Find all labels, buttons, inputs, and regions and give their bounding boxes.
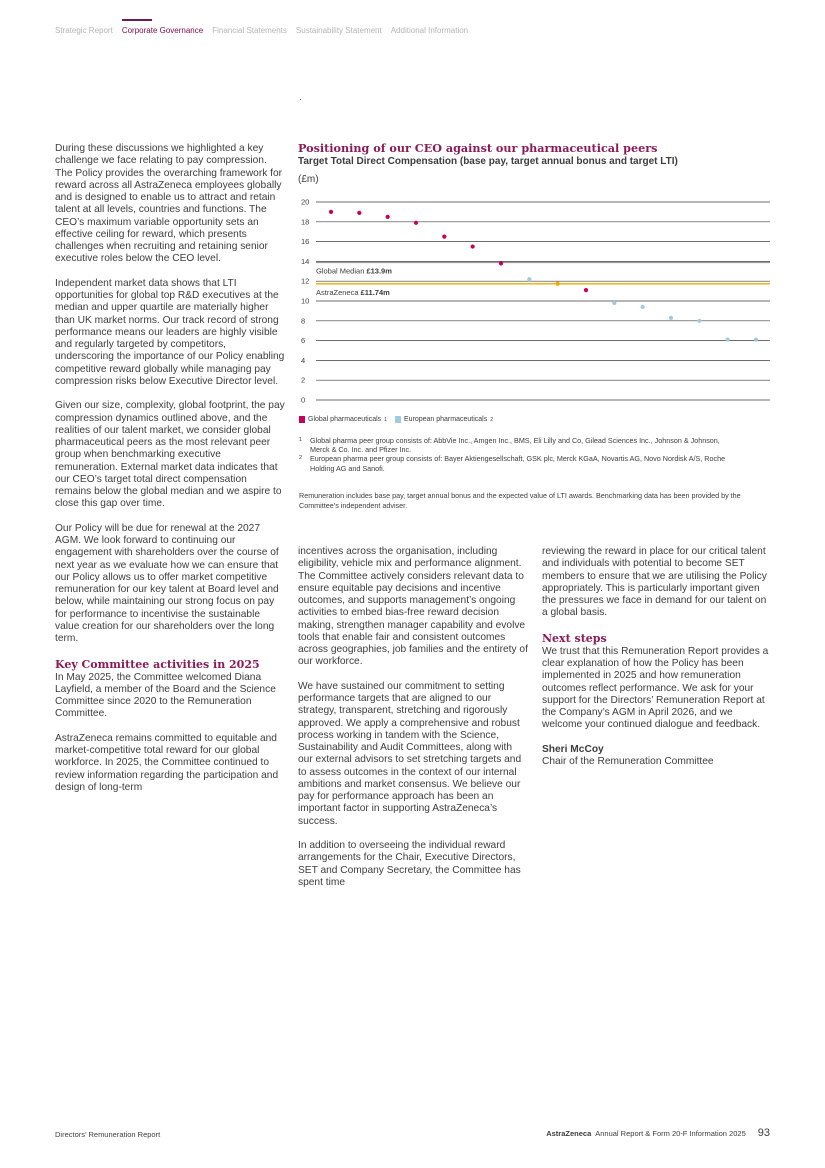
y-tick-label: 0 (301, 395, 306, 405)
footnote (299, 436, 739, 454)
nav-financial-statements[interactable]: Financial Statements (212, 26, 287, 35)
legend-label: European pharmaceuticals (403, 416, 488, 423)
y-tick-label: 8 (301, 316, 306, 326)
paragraph: In May 2025, the Committee welcomed Diana Layfield, a member of the Board and the Science Committee since 2020 to the Remuneration Committee. (55, 671, 276, 720)
chart-title: Positioning of our CEO against our pharmaceutical peers (298, 141, 658, 155)
y-tick-label: 14 (301, 256, 310, 266)
paragraph: Independent market data shows that LTI opportunities for global top R&D executives at the median and upper quartile are materially higher than UK market norms. Our track record of strong performance means our leaders are highly visible and regularly targeted by competitors, underscoring the importance of our Policy enabling competitive reward globally while managing pay compression risks below Executive Director level. (55, 277, 285, 387)
data-point-global (471, 244, 475, 248)
reference-value: £13.9m (366, 266, 392, 276)
paragraph: incentives across the organisation, including eligibility, vehicle mix and performance alignment. The Committee actively considers relevant data to ensure equitable pay decisions and incentive outcomes, and supports management’s ongoing activities to embed bias-free reward decision making, strengthen manager capability and evolve tools that enable fair and consistent outcomes across geographies, job families and the entirety of our workforce. (298, 546, 528, 668)
chart-legend (299, 416, 493, 423)
legend-swatch-global (299, 416, 305, 423)
signature-name: Sheri McCoy (542, 743, 604, 755)
paragraph: During these discussions we highlighted a key challenge we face relating to pay compression. The Policy provides the overarching framework for reward across all AstraZeneca employees globally and is designed to enable us to attract and retain talent at all levels, countries and functions. The CEO’s maximum variable opportunity sets an effective ceiling for reward, which presents challenges when recruiting and retaining senior executive roles below the CEO level. (55, 143, 283, 265)
paragraph: We have sustained our commitment to setting performance targets that are aligned to our strategy, transparent, stretching and rigorously approved. We apply a comprehensive and robust process working in tandem with the Science, Sustainability and Audit Committees, along with our external advisors to set stretching targets and to assess outcomes in the context of our internal ambitions and market consensus. We believe our pay for performance approach has been an important factor in supporting AstraZeneca’s success. (298, 680, 522, 827)
chart-footnotes (299, 436, 739, 473)
chart-note: Remuneration includes base pay, target annual bonus and the expected value of LTI awards. Benchmarking data has been provided by the Committee’s independent adviser. (299, 491, 741, 510)
data-point-european (527, 277, 531, 281)
section-nav (55, 26, 468, 35)
data-point-european (697, 319, 701, 323)
footer-brand: AstraZeneca (546, 1129, 592, 1138)
y-tick-label: 4 (301, 355, 306, 365)
y-tick-label: 6 (301, 336, 306, 346)
footer-report-info (546, 1127, 770, 1139)
y-tick-label: 10 (301, 296, 310, 306)
y-tick-label: 18 (301, 217, 310, 227)
nav-additional-information[interactable]: Additional Information (390, 26, 469, 35)
astrazeneca-label: AstraZeneca £11.74m (316, 287, 390, 297)
nav-sustainability-statement[interactable]: Sustainability Statement (295, 26, 382, 35)
legend-label: Global pharmaceuticals (308, 416, 382, 423)
y-tick-label: 12 (301, 276, 310, 286)
legend-item-european (395, 416, 493, 423)
text-column-1 (55, 143, 285, 794)
y-tick-label: 16 (301, 237, 310, 247)
footnote (299, 454, 739, 472)
footer-report-title: Annual Report & Form 20-F Information 2025 (595, 1129, 746, 1138)
data-point-european (612, 301, 616, 305)
data-point-global (329, 210, 333, 214)
legend-note: 2 (490, 416, 493, 423)
signature-title: Chair of the Remuneration Committee (542, 756, 714, 767)
legend-note: 1 (384, 416, 387, 423)
data-point-european (669, 316, 673, 320)
paragraph: AstraZeneca remains committed to equitable and market-competitive total reward for our global workforce. In 2025, the Committee continued to review information regarding the participation and design of long-term (55, 732, 279, 793)
y-tick-label: 2 (301, 375, 306, 385)
chart-y-unit: (£m) (298, 174, 319, 185)
nav-corporate-governance[interactable]: Corporate Governance (121, 26, 204, 35)
chart-subtitle: Target Total Direct Compensation (base pay, target annual bonus and target LTI) (298, 156, 678, 167)
legend-swatch-european (395, 416, 401, 423)
footnote-text: European pharma peer group consists of: Bayer Aktiengesellschaft, GSK plc, Merck KGaA, Novartis AG, Novo Nordisk A/S, Roche Holding AG and Sanofi. (310, 454, 726, 473)
data-point-global (386, 215, 390, 219)
data-point-european (726, 338, 730, 342)
data-point-global (499, 261, 503, 265)
footnote-number: 1 (299, 437, 303, 443)
data-point-global (357, 211, 361, 215)
y-tick-label: 20 (301, 197, 310, 207)
nav-strategic-report[interactable]: Strategic Report (55, 26, 113, 35)
paragraph: We trust that this Remuneration Report provides a clear explanation of how the Policy has been implemented in 2025 and how remuneration outcomes reflect performance. We ask for your support for the Directors’ Remuneration Report at the Company’s AGM in April 2026, and we welcome your continued dialogue and feedback. (542, 645, 769, 731)
global-median-label: Global Median £13.9m (316, 266, 392, 276)
legend-item-global (299, 416, 387, 423)
section-heading: Next steps (542, 631, 607, 645)
section-heading: Key Committee activities in 2025 (55, 657, 260, 671)
data-point-astrazeneca (556, 282, 560, 286)
paragraph: reviewing the reward in place for our critical talent and individuals with potential to become SET members to ensure that we are utilising the Policy appropriately. This is particularly important given the pressures we face in demand for our talent on a global basis. (542, 546, 767, 619)
paragraph: Given our size, complexity, global footprint, the pay compression dynamics outlined above, and the realities of our talent market, we consider global pharmaceutical peers as the most relevant peer group when benchmarking executive remuneration. External market data indicates that our CEO’s target total direct compensation remains below the global median and we aspire to close this gap over time. (55, 400, 285, 510)
data-point-european (754, 338, 758, 342)
data-point-european (641, 305, 645, 309)
page-number: 93 (757, 1127, 770, 1139)
footnote-text: Global pharma peer group consists of: AbbVie Inc., Amgen Inc., BMS, Eli Lilly and Co, Gilead Sciences Inc., Johnson & Johnson, Merck & Co. Inc. and Pfizer Inc. (310, 436, 720, 455)
footnote-number: 2 (299, 455, 303, 462)
text-column-2 (298, 546, 528, 889)
paragraph: Our Policy will be due for renewal at the 2027 AGM. We look forward to continuing our engagement with shareholders over the course of next year as we evaluate how we can ensure that our Policy allows us to offer market competitive remuneration for our key talent at Board level and below, while maintaining our strong focus on pay for performance to incentivise the sustainable value creation for our shareholders over the long term. (55, 522, 279, 644)
decorative-dot (300, 99, 301, 100)
paragraph: In addition to overseeing the individual reward arrangements for the Chair, Executive Directors, SET and Company Secretary, the Committee has spent time (298, 840, 521, 888)
data-point-global (414, 221, 418, 225)
footer-section-title: Directors’ Remuneration Report (55, 1130, 161, 1139)
reference-value: £11.74m (360, 287, 390, 297)
ceo-positioning-chart (296, 192, 776, 408)
data-point-global (442, 235, 446, 239)
data-point-global (584, 288, 588, 292)
text-column-3 (542, 546, 772, 768)
